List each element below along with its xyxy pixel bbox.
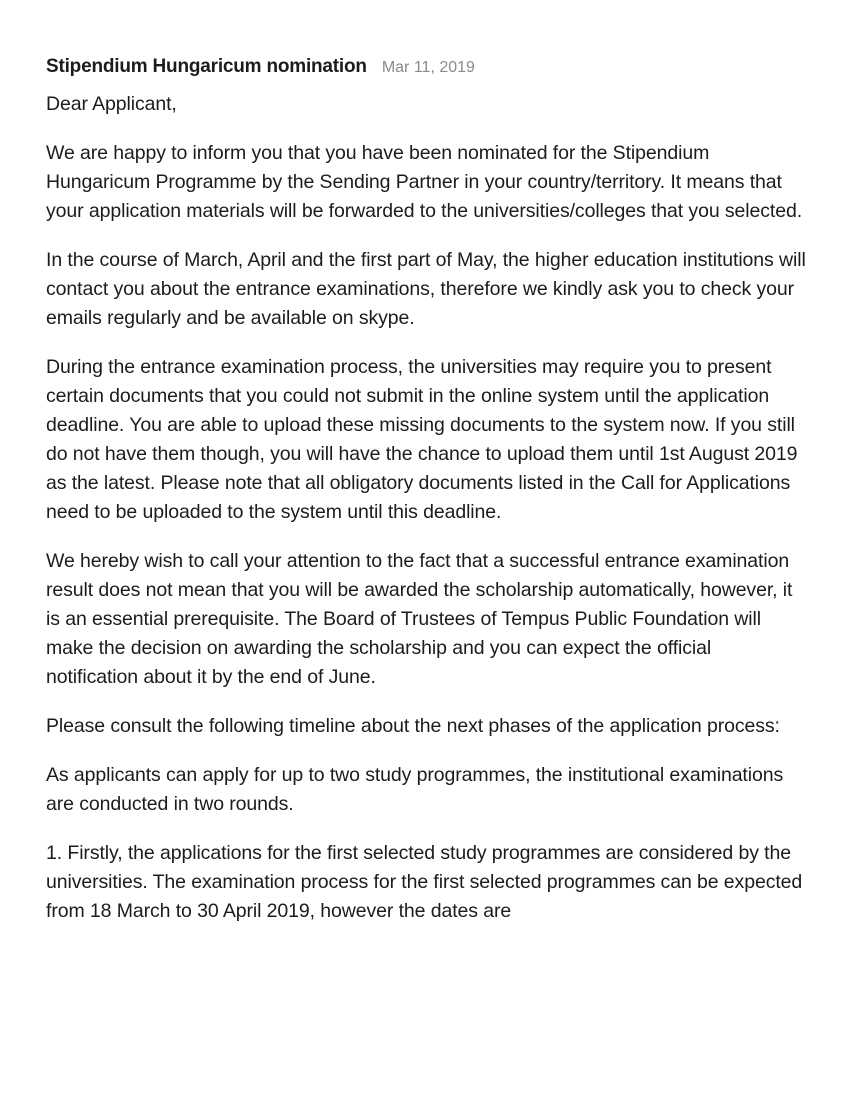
paragraph-scholarship: We hereby wish to call your attention to the fact that a successful entrance examination result does not mean that you will be awarded the scholarship automatically, however, it is an essential prerequisite. The Board of Trustees of Tempus Public Foundation will make the decision on awarding the scholarship and you can expect the official notification about it by the end of June.: [46, 550, 793, 688]
greeting: Dear Applicant,: [46, 93, 177, 115]
message-header: [46, 56, 806, 88]
paragraph-first-round: 1. Firstly, the applications for the first selected study programmes are considered by the universities. The examination process for the first selected programmes can be expected from 18 March to 30 April 2019, however the dates are: [46, 842, 803, 922]
paragraph-documents: During the entrance examination process, the universities may require you to present certain documents that you could not submit in the online system until the application deadline. You are able to upload these missing documents to the system now. If you still do not have them though, you will have the chance to upload them until 1st August 2019 as the latest. Please note that all obligatory documents listed in the Call for Applications need to be uploaded to the system until this deadline.: [46, 356, 798, 523]
email-message: [46, 56, 806, 946]
message-subject: Stipendium Hungaricum nomination: [46, 56, 367, 77]
paragraph-contact: In the course of March, April and the first part of May, the higher education institutions will contact you about the entrance examinations, therefore we kindly ask you to check your emails regularly and be available on skype.: [46, 249, 806, 329]
message-date[interactable]: Mar 11, 2019: [381, 59, 475, 76]
paragraph-nomination: We are happy to inform you that you have been nominated for the Stipendium Hungaricum Programme by the Sending Partner in your country/territory. It means that your application materials will be forwarded to the universities/colleges that you selected.: [46, 142, 803, 222]
paragraph-timeline-intro: Please consult the following timeline about the next phases of the application process:: [46, 715, 780, 737]
paragraph-rounds: As applicants can apply for up to two study programmes, the institutional examinations are conducted in two rounds.: [46, 764, 784, 815]
